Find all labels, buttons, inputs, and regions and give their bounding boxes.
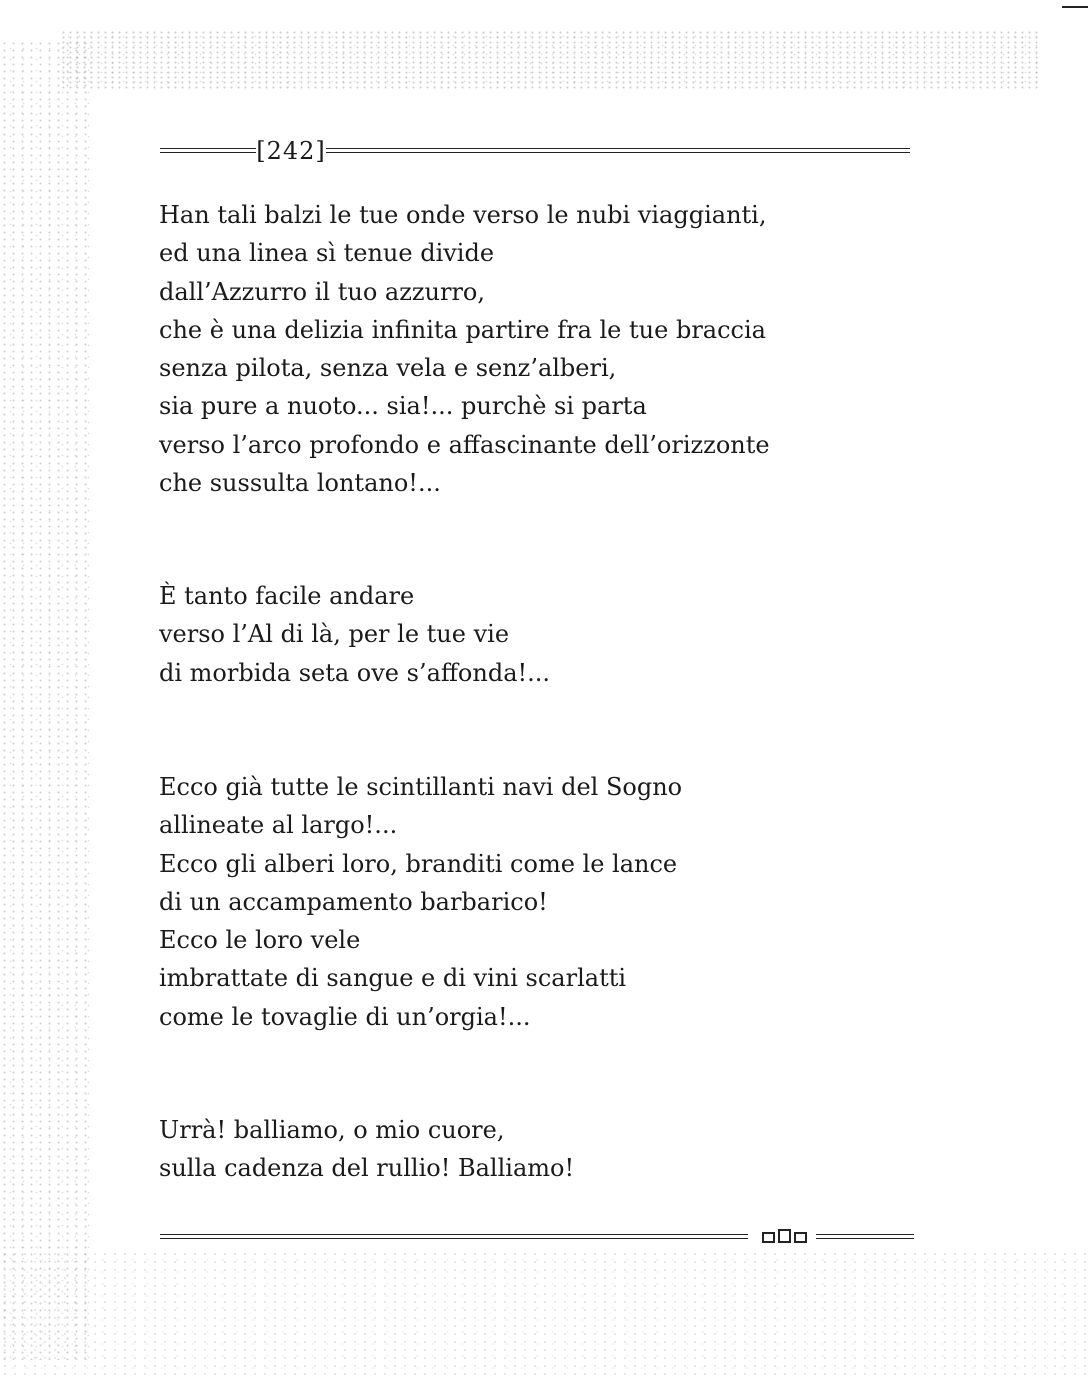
poem-line: allineate al largo!... (159, 811, 398, 840)
poem-line: di un accampamento barbarico! (159, 887, 548, 916)
poem-line: Ecco già tutte le scintillanti navi del Sogno (159, 773, 683, 801)
stanza-3 (159, 768, 682, 1036)
page-header (160, 138, 910, 164)
ornament-square-icon (778, 1229, 791, 1243)
page-footer (160, 1224, 914, 1250)
footer-rule-right (816, 1234, 914, 1239)
poem-line: Ecco le loro vele (159, 926, 361, 955)
poem-line: senza pilota, senza vela e senz’alberi, (159, 354, 617, 383)
footer-rule-left (160, 1234, 748, 1239)
corner-mark (1062, 6, 1088, 8)
poem-line: imbrattate di sangue e di vini scarlatti (159, 964, 627, 993)
poem-line: Urrà! balliamo, o mio cuore, (159, 1116, 505, 1144)
poem-line: che sussulta lontano!... (159, 469, 441, 498)
header-rule-left (160, 148, 256, 153)
ornament-square-icon (794, 1232, 807, 1243)
poem-line: verso l’arco profondo e affascinante dell’orizzonte (159, 430, 770, 459)
poem-line: verso l’Al di là, per le tue vie (159, 620, 510, 649)
three-squares-ornament-icon (756, 1229, 812, 1245)
poem-line: come le tovaglie di un’orgia!... (159, 1002, 531, 1031)
poem-line: sia pure a nuoto... sia!... purchè si parta (159, 392, 647, 421)
poem-line: Han tali balzi le tue onde verso le nubi viaggianti, (159, 201, 767, 229)
poem-line: dall’Azzurro il tuo azzurro, (159, 277, 485, 306)
poem-line: che è una delizia infinita partire fra le tue braccia (159, 315, 766, 344)
header-rule-right (326, 148, 910, 153)
poem-line: sulla cadenza del rullio! Balliamo! (159, 1154, 575, 1183)
stanza-2 (159, 577, 550, 692)
page-number: [242] (256, 137, 326, 165)
scan-noise-left (0, 40, 90, 1360)
stanza-4 (159, 1111, 574, 1188)
stanza-1 (159, 196, 770, 502)
poem-line: È tanto facile andare (159, 582, 415, 610)
scan-noise-bottom (0, 1250, 1088, 1378)
scan-noise-top (60, 30, 1040, 90)
poem-line: Ecco gli alberi loro, branditi come le lance (159, 849, 678, 878)
poem-line: ed una linea sì tenue divide (159, 239, 495, 268)
poem-line: di morbida seta ove s’affonda!... (159, 658, 551, 687)
ornament-square-icon (762, 1232, 775, 1243)
